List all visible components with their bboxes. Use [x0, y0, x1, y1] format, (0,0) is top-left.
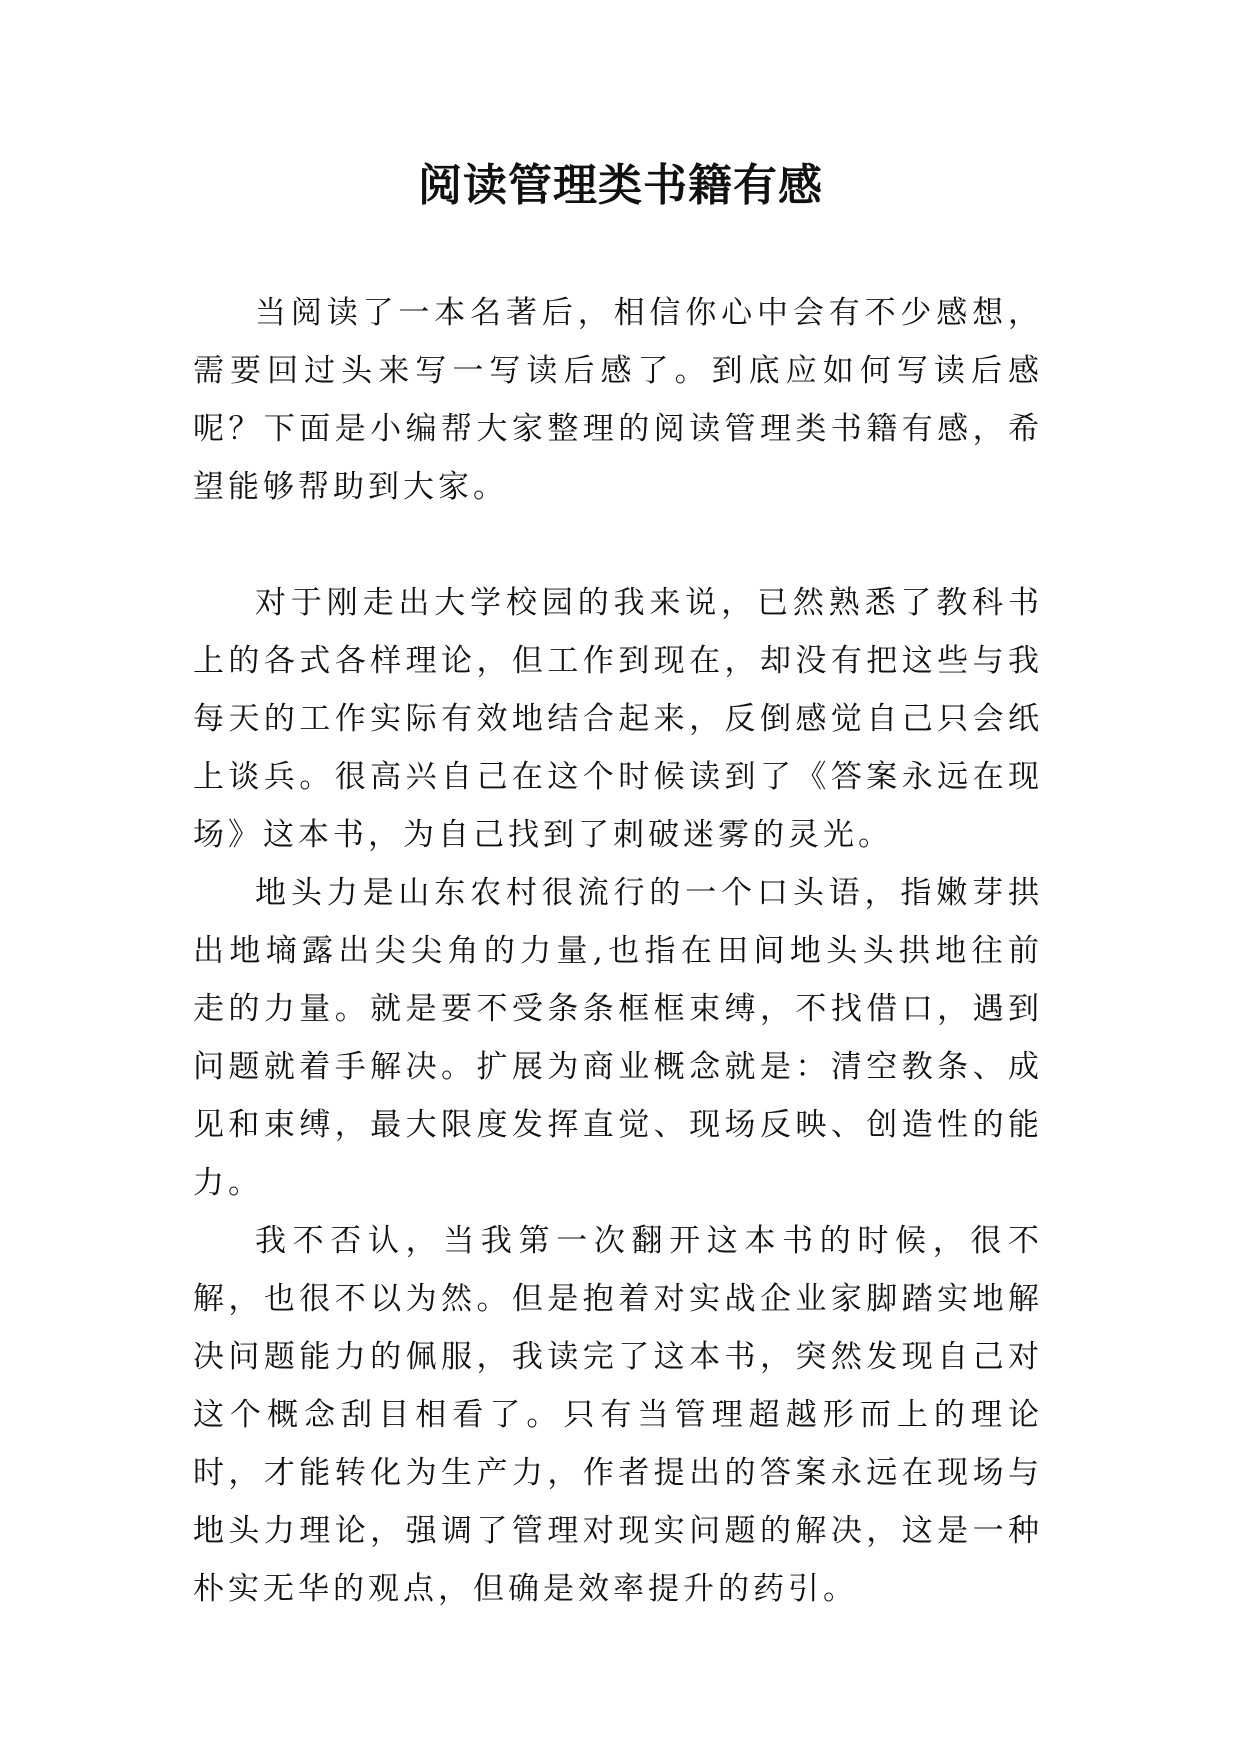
- paragraph-3: 我不否认，当我第一次翻开这本书的时候，很不解，也很不以为然。但是抱着对实战企业家脚踏实地解决问题能力的佩服，我读完了这本书，突然发现自己对这个概念刮目相看了。只有当管理超越形而上的理论时，才能转化为生产力，作者提出的答案永远在现场与地头力理论，强调了管理对现实问题的解决，这是一种朴实无华的观点，但确是效率提升的药引。: [193, 1223, 1043, 1607]
- document-body: [193, 284, 1043, 1618]
- paragraph-intro: 当阅读了一本名著后，相信你心中会有不少感想，需要回过头来写一写读后感了。到底应如何写读后感呢？下面是小编帮大家整理的阅读管理类书籍有感，希望能够帮助到大家。: [193, 295, 1043, 505]
- document-title: 阅读管理类书籍有感: [418, 160, 823, 211]
- paragraph-1: 对于刚走出大学校园的我来说，已然熟悉了教科书上的各式各样理论，但工作到现在，却没有把这些与我每天的工作实际有效地结合起来，反倒感觉自己只会纸上谈兵。很高兴自己在这个时候读到了《答案永远在现场》这本书，为自己找到了刺破迷雾的灵光。: [193, 585, 1043, 853]
- paragraph-2: 地头力是山东农村很流行的一个口头语，指嫩芽拱出地墒露出尖尖角的力量,也指在田间地头头拱地往前走的力量。就是要不受条条框框束缚，不找借口，遇到问题就着手解决。扩展为商业概念就是：清空教条、成见和束缚，最大限度发挥直觉、现场反映、创造性的能力。: [193, 875, 1043, 1201]
